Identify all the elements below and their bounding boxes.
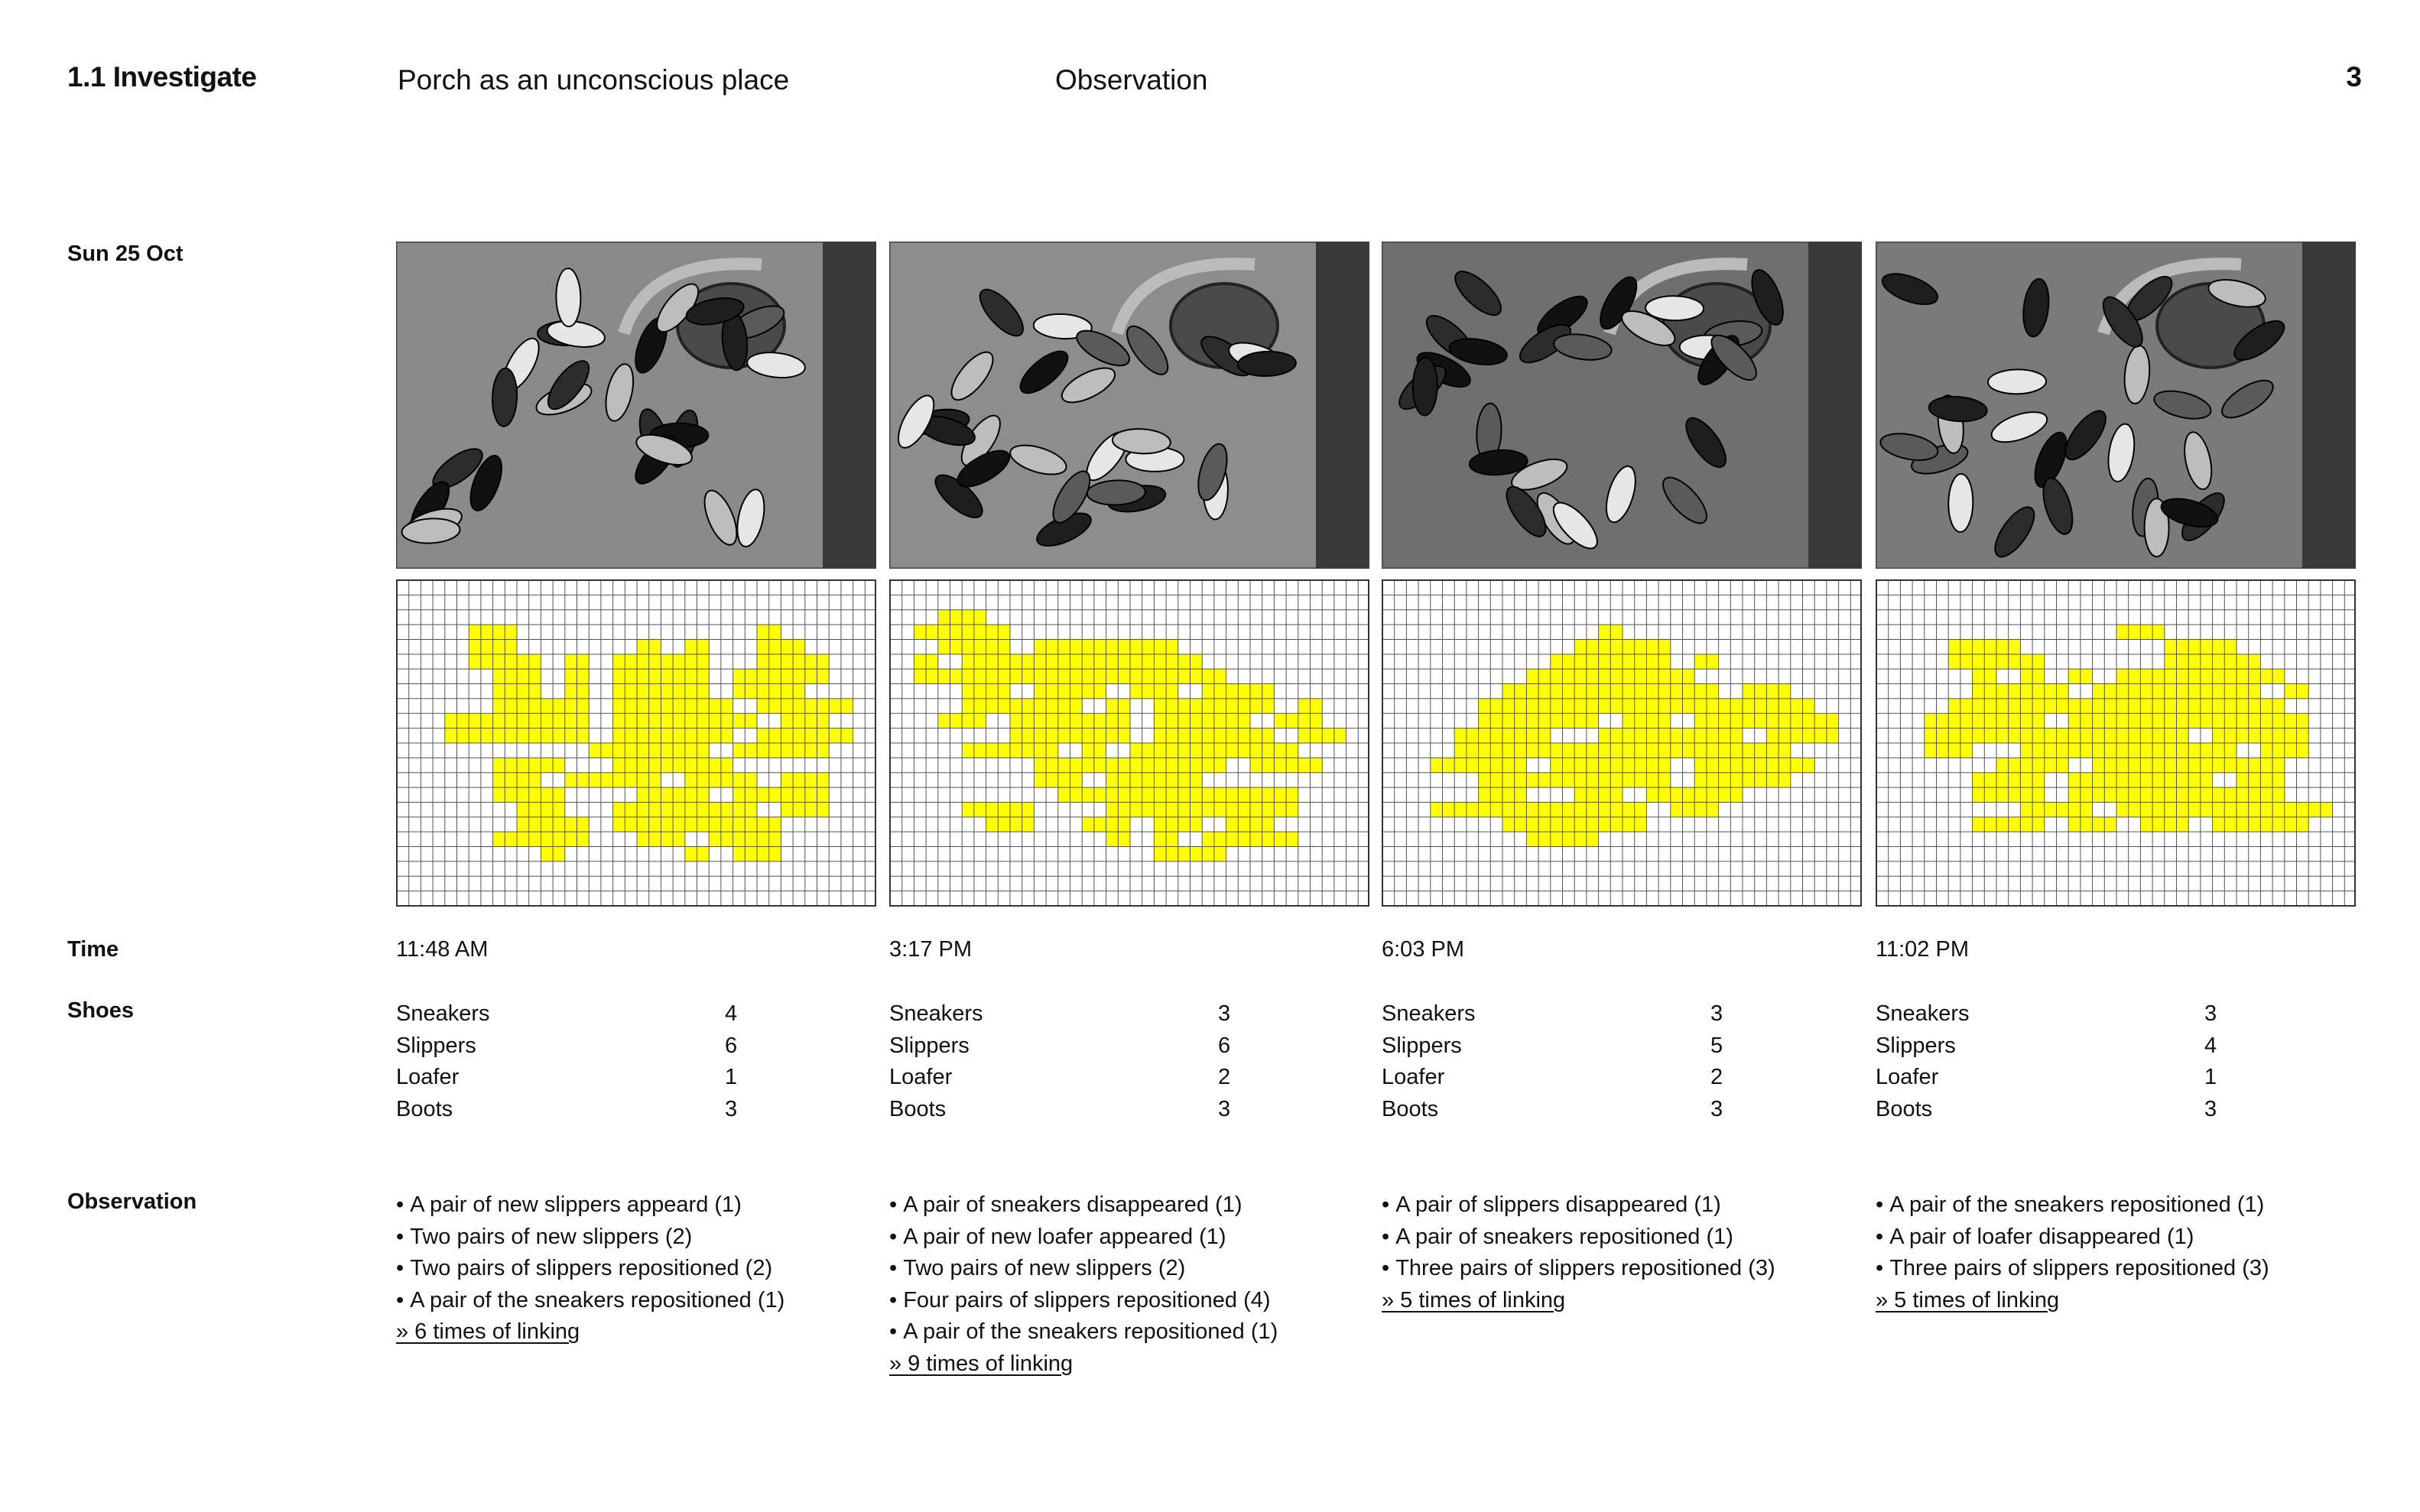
occupancy-grid [1382,579,1862,907]
date-label: Sun 25 Oct [67,242,184,266]
linking-count-link[interactable]: » 5 times of linking [1382,1287,1566,1312]
porch-photo [1382,242,1862,569]
shoe-row [889,1062,1241,1094]
shoe-type: Loafer [1876,1065,1939,1089]
shoe-type: Sneakers [1876,1001,1970,1026]
observation-item: • A pair of sneakers repositioned (1) [1382,1222,1871,1254]
shoe-row [1876,998,2227,1030]
occupancy-grid [396,579,876,907]
observation-item: • Two pairs of new slippers (2) [889,1253,1379,1285]
time-label: Time [67,937,119,962]
occupancy-grid [889,579,1369,907]
porch-photo [1876,242,2356,569]
observation-list [1876,1189,2365,1316]
shoe-count: 6 [725,1033,738,1058]
observation-item: • A pair of the sneakers repositioned (1) [889,1316,1379,1348]
shoe-type: Slippers [396,1033,476,1058]
porch-photo [889,242,1369,569]
shoe-count: 3 [1218,1096,1231,1121]
observation-item: • A pair of new loafer appeared (1) [889,1222,1379,1254]
page-number: 3 [2346,61,2362,92]
shoe-row [396,1030,748,1063]
observation-label: Observation [67,1189,197,1214]
shoe-type: Slippers [889,1033,970,1058]
shoe-count: 5 [1710,1033,1723,1058]
observation-item: • Two pairs of slippers repositioned (2) [396,1253,885,1285]
shoe-count: 3 [1710,1001,1723,1026]
shoe-type: Sneakers [1382,1001,1476,1026]
shoe-counts [1382,998,1733,1125]
shoe-row [1876,1030,2227,1063]
shoe-count: 3 [725,1096,738,1121]
observation-item: • A pair of new slippers appeard (1) [396,1189,885,1222]
shoe-count: 2 [1218,1065,1231,1089]
shoe-count: 3 [1218,1001,1231,1026]
section-heading: 1.1 Investigate [67,61,257,92]
shoe-count: 4 [2204,1033,2217,1058]
observation-item: • Three pairs of slippers repositioned (3) [1382,1253,1871,1285]
shoe-row [889,998,1241,1030]
shoe-count: 4 [725,1001,738,1026]
shoe-type: Loafer [1382,1065,1445,1089]
shoe-count: 1 [2204,1065,2217,1089]
shoe-count: 2 [1710,1065,1723,1089]
linking-count-link[interactable]: » 5 times of linking [1876,1287,2060,1312]
shoe-counts [1876,998,2227,1125]
shoe-row [1382,1062,1733,1094]
observation-item: • A pair of the sneakers repositioned (1) [1876,1189,2365,1222]
time-value: 6:03 PM [1382,937,1464,962]
time-value: 11:02 PM [1876,937,1969,962]
linking-count-link[interactable]: » 9 times of linking [889,1351,1074,1376]
shoe-row [1876,1062,2227,1094]
shoe-type: Boots [889,1096,947,1121]
shoe-type: Slippers [1382,1033,1462,1058]
page-subtitle: Observation [1055,64,1208,96]
observation-list [396,1189,885,1348]
linking-count-link[interactable]: » 6 times of linking [396,1319,580,1344]
shoe-counts [396,998,748,1125]
shoe-row [396,998,748,1030]
porch-photo [396,242,876,569]
shoe-type: Sneakers [396,1001,490,1026]
time-value: 3:17 PM [889,937,972,962]
shoe-row [1876,1094,2227,1126]
shoe-row [1382,998,1733,1030]
occupancy-grid [1876,579,2356,907]
shoe-type: Boots [1876,1096,1933,1121]
shoe-count: 3 [2204,1001,2217,1026]
observation-item: • A pair of slippers disappeared (1) [1382,1189,1871,1222]
observation-item: • Three pairs of slippers repositioned (3) [1876,1253,2365,1285]
shoes-label: Shoes [67,998,135,1023]
shoe-row [396,1094,748,1126]
observation-item: • Two pairs of new slippers (2) [396,1222,885,1254]
shoe-count: 3 [1710,1096,1723,1121]
observation-list [889,1189,1379,1380]
shoe-counts [889,998,1241,1125]
shoe-row [889,1030,1241,1063]
observation-item: • A pair of sneakers disappeared (1) [889,1189,1379,1222]
shoe-count: 1 [725,1065,738,1089]
shoe-type: Loafer [889,1065,953,1089]
shoe-row [1382,1094,1733,1126]
observation-item: • A pair of loafer disappeared (1) [1876,1222,2365,1254]
shoe-row [889,1094,1241,1126]
shoe-type: Boots [1382,1096,1439,1121]
observation-item: • Four pairs of slippers repositioned (4) [889,1285,1379,1317]
shoe-row [1382,1030,1733,1063]
page-title: Porch as an unconscious place [398,64,790,96]
time-value: 11:48 AM [396,937,489,962]
observation-list [1382,1189,1871,1316]
shoe-type: Boots [396,1096,453,1121]
shoe-type: Sneakers [889,1001,983,1026]
shoe-count: 6 [1218,1033,1231,1058]
observation-item: • A pair of the sneakers repositioned (1) [396,1285,885,1317]
shoe-type: Slippers [1876,1033,1956,1058]
shoe-type: Loafer [396,1065,460,1089]
shoe-count: 3 [2204,1096,2217,1121]
shoe-row [396,1062,748,1094]
